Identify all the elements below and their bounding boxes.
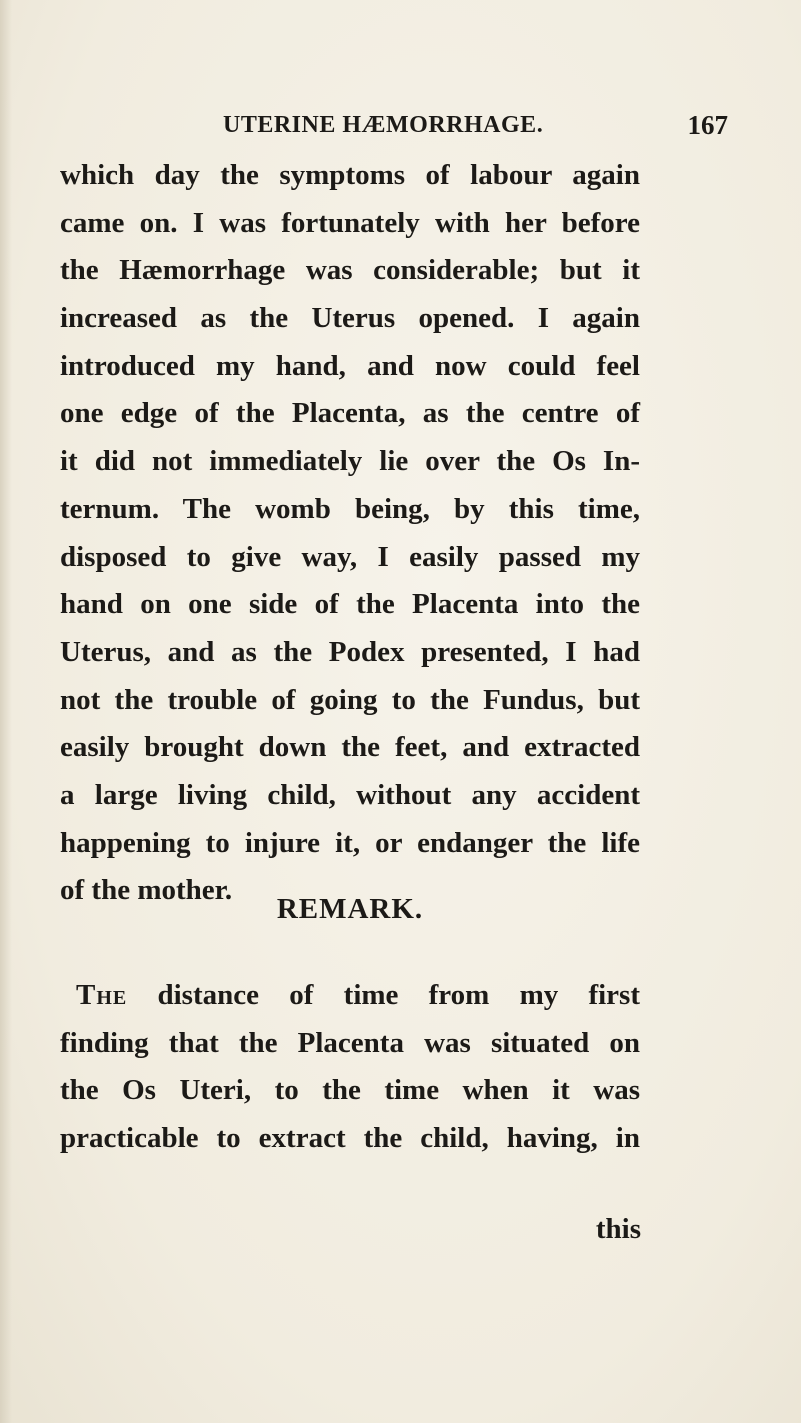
text-line: it did not immediately lie over the Os In- — [60, 445, 640, 478]
running-head — [60, 112, 740, 146]
body-text — [60, 152, 640, 915]
remark-first-line-rest: distance of time from my first — [157, 979, 640, 1011]
text-line: happening to injure it, or endanger the life — [60, 826, 640, 859]
catchword: this — [595, 1213, 641, 1245]
text-line: the Os Uteri, to the time when it was — [60, 1074, 640, 1107]
section-heading: REMARK. — [276, 893, 424, 925]
text-line: not the trouble of going to the Fundus, but — [60, 683, 640, 716]
text-line: came on. I was fortunately with her before — [60, 206, 640, 239]
text-line: Uterus, and as the Podex presented, I had — [60, 635, 640, 668]
remark-text — [60, 972, 640, 1163]
page-number: 167 — [687, 110, 728, 140]
text-line: the Hæmorrhage was considerable; but it — [60, 254, 640, 287]
text-line: easily brought down the feet, and extracted — [60, 731, 640, 764]
text-line: finding that the Placenta was situated on — [60, 1026, 640, 1059]
text-line — [60, 972, 640, 1020]
remark-first-word: The — [76, 979, 128, 1011]
running-title: UTERINE HÆMORRHAGE. — [223, 112, 544, 138]
text-line: one edge of the Placenta, as the centre of — [60, 397, 640, 430]
text-line: increased as the Uterus opened. I again — [60, 302, 640, 335]
text-line: introduced my hand, and now could feel — [60, 349, 640, 382]
text-line: disposed to give way, I easily passed my — [60, 540, 640, 573]
text-line: which day the symptoms of labour again — [60, 159, 640, 191]
text-line: of the mother. — [60, 874, 233, 907]
text-line: ternum. The womb being, by this time, — [60, 492, 640, 525]
text-line: a large living child, without any accident — [60, 778, 640, 811]
text-line: practicable to extract the child, having, in — [60, 1122, 640, 1155]
page-gutter-shadow — [0, 0, 12, 1423]
text-line: hand on one side of the Placenta into the — [60, 588, 640, 621]
